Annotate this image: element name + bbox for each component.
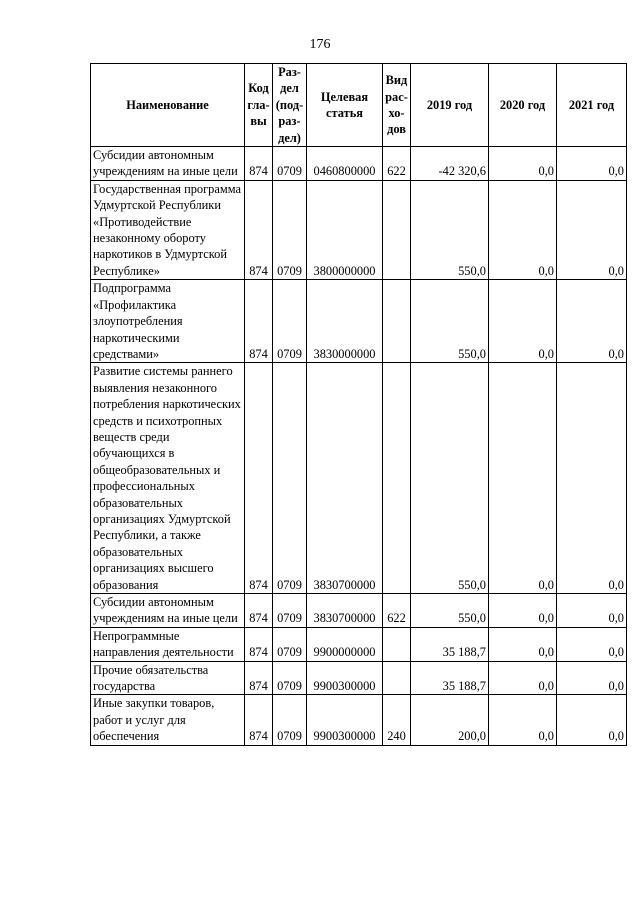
row-target-item: 3830700000 (307, 363, 383, 594)
row-expense-type (383, 627, 411, 661)
table-row (91, 280, 627, 363)
table-header-row (91, 64, 627, 147)
header-expense-type: Вид рас- хо- дов (383, 64, 411, 147)
row-chapter-code: 874 (245, 627, 273, 661)
header-year-2019: 2019 год (411, 64, 489, 147)
row-amount-2019: -42 320,6 (411, 147, 489, 181)
row-amount-2021: 0,0 (557, 180, 627, 279)
row-chapter-code: 874 (245, 147, 273, 181)
row-chapter-code: 874 (245, 594, 273, 628)
row-section: 0709 (273, 180, 307, 279)
header-target-item: Целевая статья (307, 64, 383, 147)
row-target-item: 9900300000 (307, 661, 383, 695)
row-amount-2021: 0,0 (557, 695, 627, 745)
row-target-item: 9900300000 (307, 695, 383, 745)
row-amount-2019: 35 188,7 (411, 627, 489, 661)
row-amount-2019: 200,0 (411, 695, 489, 745)
row-name: Подпрограмма «Профилактика злоупотребления наркотическими средствами» (91, 280, 245, 363)
row-expense-type (383, 180, 411, 279)
row-expense-type (383, 363, 411, 594)
row-chapter-code: 874 (245, 661, 273, 695)
row-name: Прочие обязательства государства (91, 661, 245, 695)
row-amount-2019: 550,0 (411, 180, 489, 279)
row-section: 0709 (273, 627, 307, 661)
row-expense-type (383, 661, 411, 695)
row-amount-2021: 0,0 (557, 280, 627, 363)
row-chapter-code: 874 (245, 695, 273, 745)
row-chapter-code: 874 (245, 180, 273, 279)
row-amount-2019: 35 188,7 (411, 661, 489, 695)
row-amount-2021: 0,0 (557, 627, 627, 661)
row-section: 0709 (273, 363, 307, 594)
table-row (91, 627, 627, 661)
row-expense-type: 240 (383, 695, 411, 745)
header-chapter-code: Код гла- вы (245, 64, 273, 147)
row-target-item: 0460800000 (307, 147, 383, 181)
row-name: Развитие системы раннего выявления незаконного потребления наркотических средств и психотропных веществ среди обучающихся в общеобразовательных и профессиональных образовательных организациях Удмуртской Республики, а также образовательных организациях высшего образования (91, 363, 245, 594)
row-amount-2021: 0,0 (557, 363, 627, 594)
row-section: 0709 (273, 147, 307, 181)
row-amount-2020: 0,0 (489, 695, 557, 745)
row-section: 0709 (273, 661, 307, 695)
row-target-item: 9900000000 (307, 627, 383, 661)
row-target-item: 3800000000 (307, 180, 383, 279)
row-amount-2020: 0,0 (489, 147, 557, 181)
row-amount-2020: 0,0 (489, 661, 557, 695)
row-amount-2021: 0,0 (557, 147, 627, 181)
row-chapter-code: 874 (245, 363, 273, 594)
page-number: 176 (309, 37, 331, 52)
header-year-2021: 2021 год (557, 64, 627, 147)
row-section: 0709 (273, 280, 307, 363)
table-row (91, 594, 627, 628)
row-amount-2019: 550,0 (411, 280, 489, 363)
table-row (91, 363, 627, 594)
header-year-2020: 2020 год (489, 64, 557, 147)
table-row (91, 147, 627, 181)
row-amount-2019: 550,0 (411, 594, 489, 628)
row-expense-type (383, 280, 411, 363)
row-amount-2020: 0,0 (489, 280, 557, 363)
row-expense-type: 622 (383, 147, 411, 181)
header-section: Раз- дел (под- раз- дел) (273, 64, 307, 147)
row-name: Субсидии автономным учреждениям на иные цели (91, 147, 245, 181)
header-name: Наименование (91, 64, 245, 147)
row-amount-2021: 0,0 (557, 594, 627, 628)
row-amount-2020: 0,0 (489, 627, 557, 661)
budget-table (90, 63, 627, 746)
table-row (91, 695, 627, 745)
row-target-item: 3830000000 (307, 280, 383, 363)
row-chapter-code: 874 (245, 280, 273, 363)
row-name: Непрограммные направления деятельности (91, 627, 245, 661)
row-amount-2020: 0,0 (489, 594, 557, 628)
row-amount-2019: 550,0 (411, 363, 489, 594)
row-target-item: 3830700000 (307, 594, 383, 628)
row-name: Иные закупки товаров, работ и услуг для обеспечения (91, 695, 245, 745)
row-amount-2020: 0,0 (489, 363, 557, 594)
row-section: 0709 (273, 594, 307, 628)
table-row (91, 661, 627, 695)
row-amount-2020: 0,0 (489, 180, 557, 279)
table-row (91, 180, 627, 279)
row-amount-2021: 0,0 (557, 661, 627, 695)
row-name: Государственная программа Удмуртской Республики «Противодействие незаконному обороту наркотиков в Удмуртской Республике» (91, 180, 245, 279)
row-section: 0709 (273, 695, 307, 745)
row-expense-type: 622 (383, 594, 411, 628)
row-name: Субсидии автономным учреждениям на иные цели (91, 594, 245, 628)
